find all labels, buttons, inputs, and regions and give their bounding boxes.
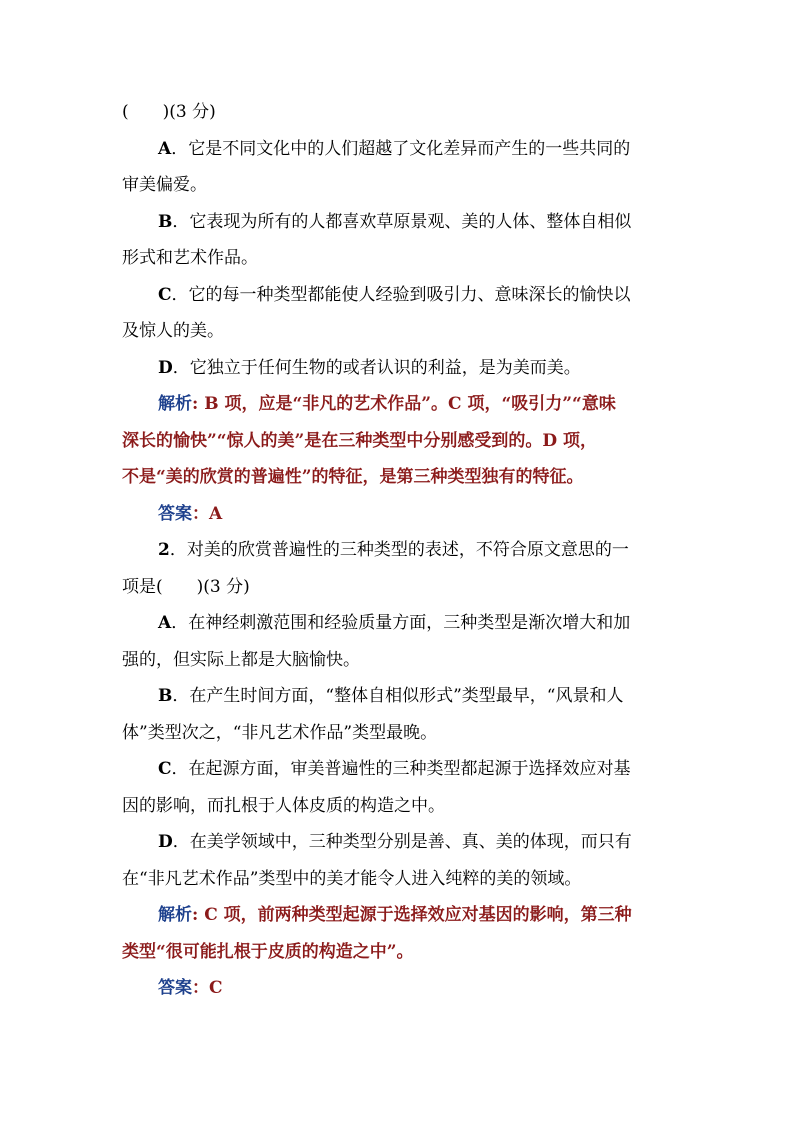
q1-option-d (122, 350, 678, 387)
q1-option-c-cont: 及惊人的美。 (122, 321, 224, 341)
q2-option-a-letter: A (158, 613, 172, 633)
document-page (122, 94, 678, 1007)
q2-option-d-text: ．在美学领域中，三种类型分别是善、真、美的体现，而只有 (172, 832, 632, 852)
q1-analysis-text-3: 不是“美的欣赏的普遍性”的特征，是第三种类型独有的特征。 (122, 467, 584, 487)
q2-answer-value: ：C (192, 978, 223, 998)
q1-answer-value: ：A (192, 503, 223, 524)
q1-option-b-cont: 形式和艺术作品。 (122, 248, 258, 268)
q2-option-d-cont: 在“非凡艺术作品”类型中的美才能令人进入纯粹的美的领域。 (122, 868, 582, 889)
q2-option-c-cont: 因的影响，而扎根于人体皮质的构造之中。 (122, 795, 445, 816)
q2-stem-text: ．对美的欣赏普遍性的三种类型的表述，不符合原文意思的一 (169, 540, 629, 560)
q1-analysis-text-2: 深长的愉快”“惊人的美”是在三种类型中分别感受到的。D 项， (122, 430, 597, 451)
q1-stem-tail: ( )(3 分) (122, 102, 216, 122)
q2-option-b-cont: 体”类型次之，“非凡艺术作品”类型最晚。 (122, 722, 438, 743)
q2-option-d-letter: D (158, 832, 173, 852)
q1-option-b (122, 204, 678, 241)
q2-answer (122, 970, 678, 1007)
q1-analysis-text-1: : B 项，应是“非凡的艺术作品”。C 项，“吸引力”“意味 (192, 394, 616, 414)
q2-analysis-label: 解析 (158, 905, 192, 925)
q2-option-d (122, 824, 678, 861)
q1-option-c-text: ．它的每一种类型都能使人经验到吸引力、意味深长的愉快以 (171, 284, 631, 305)
q1-option-a-letter: A (158, 138, 172, 159)
q2-option-c-text: ．在起源方面，审美普遍性的三种类型都起源于选择效应对基 (171, 759, 631, 779)
q1-option-b-text: ．它表现为所有的人都喜欢草原景观、美的人体、整体自相似 (172, 211, 632, 232)
q1-option-a (122, 131, 678, 168)
q2-option-a (122, 605, 678, 642)
q2-option-a-cont: 强的，但实际上都是大脑愉快。 (122, 649, 360, 670)
q2-option-b-letter: B (158, 686, 173, 706)
q2-option-a-text: ．在神经刺激范围和经验质量方面，三种类型是渐次增大和加 (171, 613, 631, 633)
q2-analysis-text-1: : C 项，前两种类型起源于选择效应对基因的影响，第三种 (192, 905, 632, 925)
q2-analysis-text-2: 类型“很可能扎根于皮质的构造之中”。 (122, 941, 414, 962)
q1-option-b-letter: B (158, 211, 173, 232)
q1-analysis (122, 386, 678, 423)
q1-analysis-label: 解析 (158, 394, 192, 414)
q2-stem-number: 2 (158, 540, 170, 560)
q1-answer-label: 答案 (158, 503, 192, 524)
q2-analysis (122, 897, 678, 934)
q1-answer (122, 496, 678, 533)
q1-option-c (122, 277, 678, 314)
q2-answer-label: 答案 (158, 978, 192, 998)
q2-option-b-text: ．在产生时间方面，“整体自相似形式”类型最早，“风景和人 (172, 686, 624, 706)
q1-option-a-cont: 审美偏爱。 (122, 175, 207, 195)
q1-option-c-letter: C (158, 284, 172, 305)
q1-option-d-letter: D (158, 357, 173, 378)
q2-stem-cont: 项是( )(3 分) (122, 576, 250, 597)
q1-option-d-text: ．它独立于任何生物的或者认识的利益，是为美而美。 (172, 357, 581, 378)
q2-option-c-letter: C (158, 759, 172, 779)
q2-option-b (122, 678, 678, 715)
q2-stem (122, 532, 678, 569)
q2-option-c (122, 751, 678, 788)
q1-option-a-text: ．它是不同文化中的人们超越了文化差异而产生的一些共同的 (171, 138, 631, 159)
